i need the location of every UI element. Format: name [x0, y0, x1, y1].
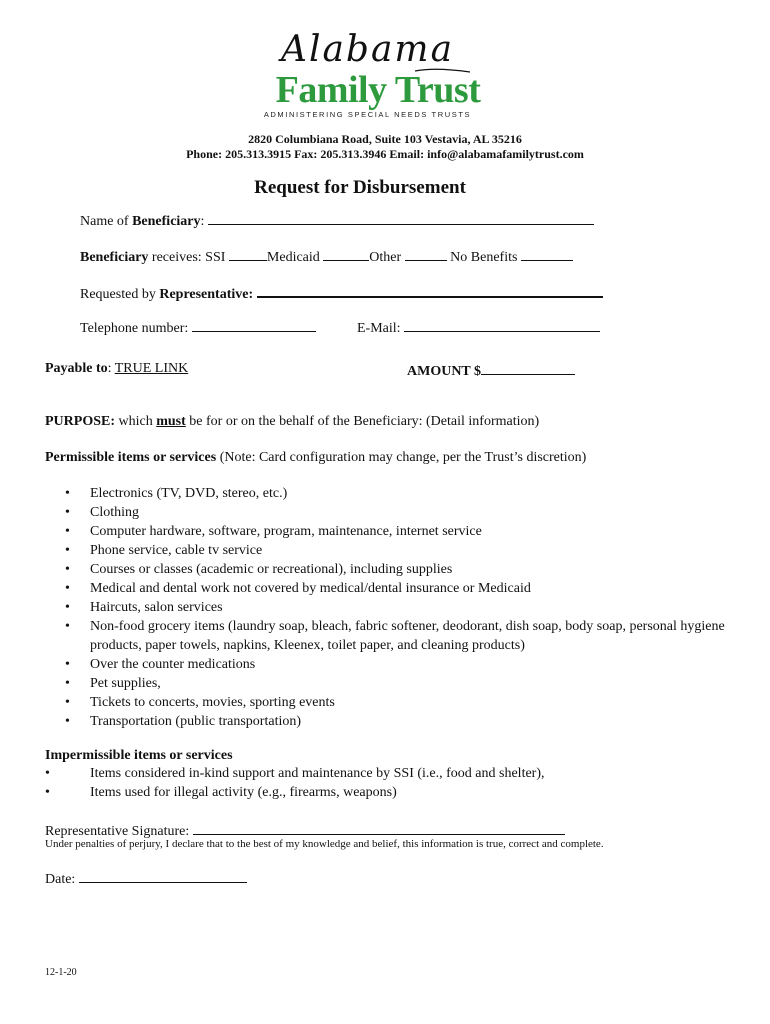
payable-to-colon: :	[107, 361, 115, 376]
requested-by-row	[80, 283, 603, 303]
list-item: • Clothing	[90, 503, 750, 522]
signature-field[interactable]	[193, 821, 565, 835]
amount-label: AMOUNT $	[407, 364, 482, 379]
alabama-family-trust-logo	[255, 30, 480, 125]
payable-to-row	[45, 361, 188, 377]
list-item: • Medical and dental work not covered by medical/dental insurance or Medicaid	[90, 579, 750, 598]
permissible-list	[64, 484, 750, 731]
date-label: Date:	[45, 872, 79, 887]
telephone-row	[80, 318, 316, 337]
date-row	[45, 869, 247, 888]
address-line: 2820 Columbiana Road, Suite 103 Vestavia, AL 35216	[248, 132, 522, 146]
impermissible-heading: Impermissible items or services	[45, 748, 233, 763]
representative-field[interactable]	[257, 283, 603, 298]
phone-fax-email-line: Phone: 205.313.3915 Fax: 205.313.3946 Email: info@alabamafamilytrust.com	[186, 147, 584, 161]
impermissible-item: Items considered in-kind support and maintenance by SSI (i.e., food and shelter),	[90, 766, 545, 781]
impermissible-item: Items used for illegal activity (e.g., firearms, weapons)	[90, 785, 397, 800]
payable-to-value[interactable]: TRUE LINK	[114, 361, 189, 376]
list-item: • Transportation (public transportation)	[90, 712, 750, 731]
page-title: Request for Disbursement	[254, 177, 466, 198]
medicaid-field[interactable]	[323, 247, 369, 261]
amount-row	[407, 361, 575, 380]
list-item: • Haircuts, salon services	[90, 598, 750, 617]
other-label: Other	[369, 250, 405, 265]
receives-label-bold: Beneficiary	[80, 250, 149, 265]
form-version-code: 12-1-20	[45, 967, 77, 978]
telephone-field[interactable]	[192, 318, 316, 332]
email-row	[357, 318, 600, 337]
beneficiary-name-row	[80, 211, 594, 230]
requested-by-label: Requested by	[80, 287, 160, 302]
list-item: • Phone service, cable tv service	[90, 541, 750, 560]
permissible-label: Permissible items or services	[45, 450, 217, 465]
perjury-statement: Under penalties of perjury, I declare that to the best of my knowledge and belief, this information is true, correct and complete.	[45, 838, 604, 850]
email-field[interactable]	[404, 318, 600, 332]
telephone-label: Telephone number:	[80, 321, 192, 336]
permissible-note: (Note: Card configuration may change, per the Trust’s discretion)	[216, 450, 587, 465]
list-item: • Electronics (TV, DVD, stereo, etc.)	[90, 484, 750, 503]
purpose-text-1: which	[115, 414, 157, 429]
impermissible-bullet-icon: •	[45, 766, 50, 781]
beneficiary-name-label-suffix: :	[200, 214, 205, 229]
list-item: • Non-food grocery items (laundry soap, bleach, fabric softener, deodorant, dish soap, body soap, personal hygiene products, paper towels, napkins, Kleenex, toilet paper, and cleaning products)	[90, 617, 750, 655]
logo-script-text: Alabama	[280, 29, 455, 70]
receives-label-ssi: receives: SSI	[148, 250, 229, 265]
purpose-line	[45, 414, 539, 430]
logo-main-text: Family Trust	[275, 69, 481, 111]
impermissible-bullet-icon: •	[45, 785, 50, 800]
payable-to-label: Payable to	[45, 361, 108, 376]
ssi-field[interactable]	[229, 247, 267, 261]
date-field[interactable]	[79, 869, 247, 883]
list-item: • Courses or classes (academic or recreational), including supplies	[90, 560, 750, 579]
beneficiary-name-label-bold: Beneficiary	[132, 214, 201, 229]
list-item: • Tickets to concerts, movies, sporting events	[90, 693, 750, 712]
email-label: E-Mail:	[357, 321, 405, 336]
list-item: • Pet supplies,	[90, 674, 750, 693]
no-benefits-label: No Benefits	[446, 250, 521, 265]
permissible-heading	[45, 450, 586, 466]
medicaid-label: Medicaid	[266, 250, 324, 265]
signature-label: Representative Signature:	[45, 824, 193, 839]
list-item: • Over the counter medications	[90, 655, 750, 674]
logo-tagline: ADMINISTERING SPECIAL NEEDS TRUSTS	[263, 110, 472, 119]
representative-label: Representative:	[159, 287, 254, 302]
no-benefits-field[interactable]	[521, 247, 573, 261]
purpose-text-2: be for or on the behalf of the Beneficiary: (Detail information)	[185, 414, 540, 429]
amount-field[interactable]	[481, 361, 575, 375]
purpose-must: must	[156, 414, 186, 429]
beneficiary-name-label-prefix: Name of	[80, 214, 133, 229]
beneficiary-receives-row	[80, 247, 573, 266]
other-field[interactable]	[405, 247, 447, 261]
beneficiary-name-field[interactable]	[208, 211, 594, 225]
purpose-label: PURPOSE:	[45, 414, 115, 429]
list-item: • Computer hardware, software, program, maintenance, internet service	[90, 522, 750, 541]
